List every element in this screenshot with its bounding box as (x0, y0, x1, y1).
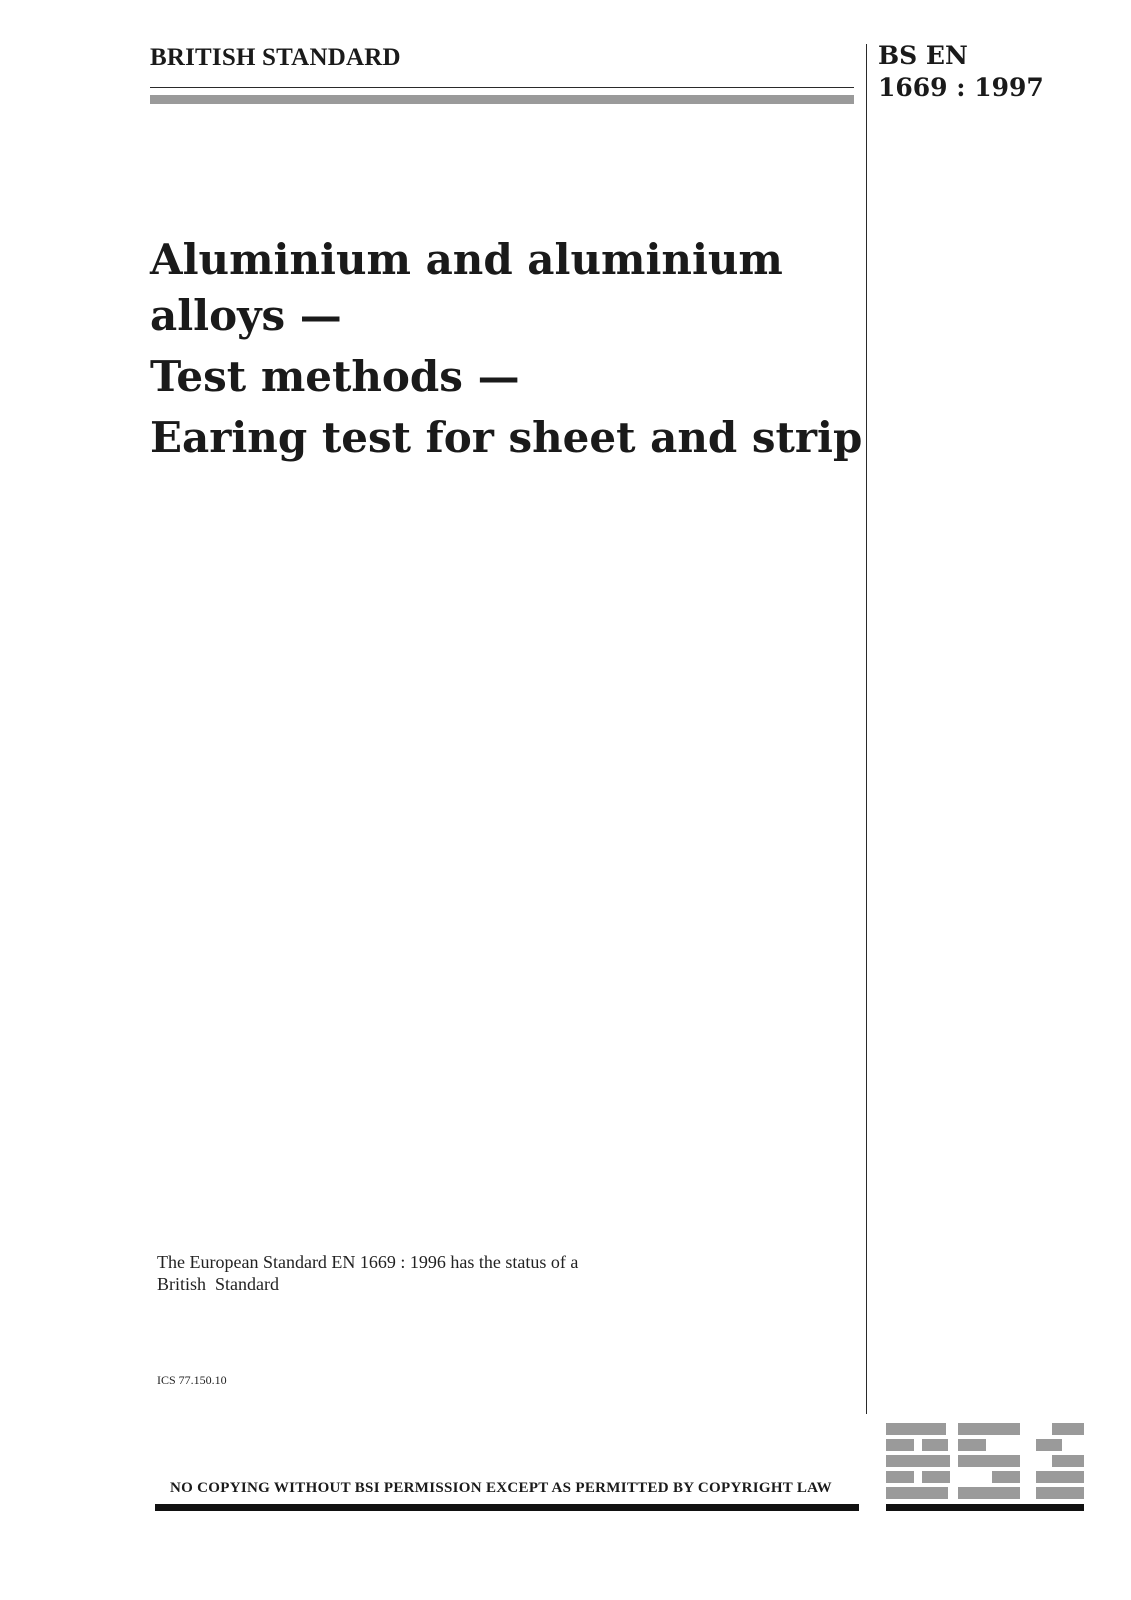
header-thick-rule (150, 95, 854, 104)
document-type-label: BRITISH STANDARD (150, 44, 401, 71)
title-line-3: Test methods — (150, 352, 520, 401)
title-line-1: Aluminium and aluminium (150, 235, 783, 284)
status-line-1: The European Standard EN 1669 : 1996 has the status of a (157, 1252, 579, 1272)
standard-number-line2: 1669 : 1997 (878, 73, 1044, 102)
title-line-2: alloys — (150, 291, 342, 340)
ics-code: ICS 77.150.10 (157, 1373, 227, 1387)
footer-bar (155, 1504, 859, 1511)
copyright-notice: NO COPYING WITHOUT BSI PERMISSION EXCEPT AS PERMITTED BY COPYRIGHT LAW (170, 1480, 832, 1496)
standard-number-line1: BS EN (878, 41, 968, 70)
document-title (150, 232, 862, 466)
status-line-2: British Standard (157, 1274, 279, 1294)
bsi-logo (886, 1423, 1084, 1499)
title-line-4: Earing test for sheet and strip (150, 413, 863, 462)
vertical-divider (866, 44, 867, 1414)
standard-number (878, 40, 1044, 104)
header-thin-rule (150, 87, 854, 88)
status-statement (157, 1251, 578, 1295)
footer-bar-right (886, 1504, 1084, 1511)
